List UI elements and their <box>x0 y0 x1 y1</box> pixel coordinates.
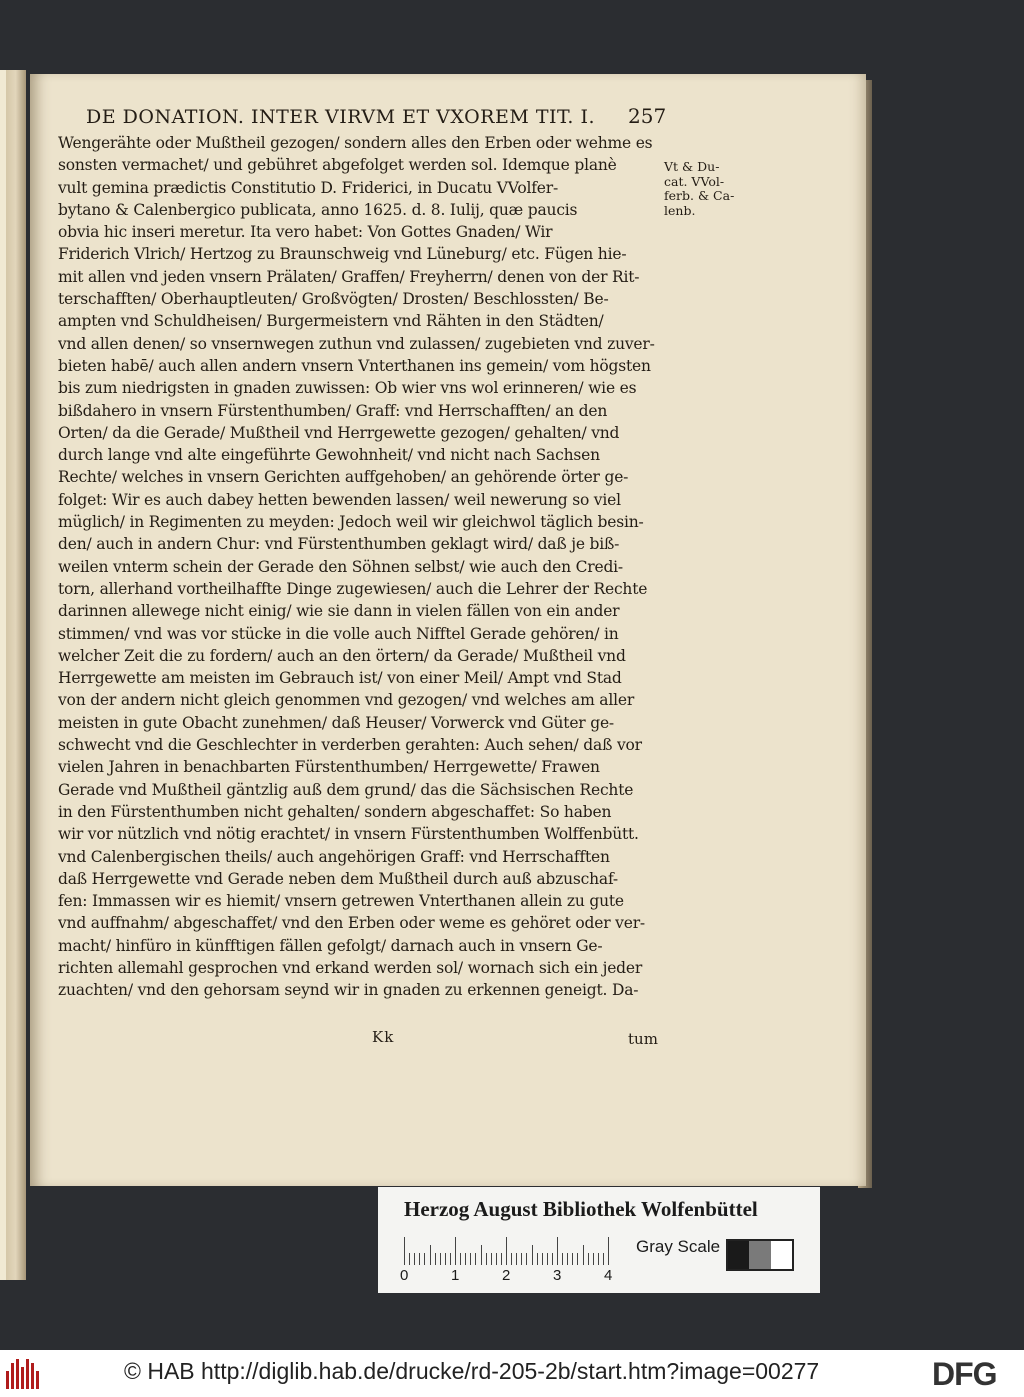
ruler-tick <box>481 1245 482 1265</box>
gray-scale-label: Gray Scale <box>636 1237 721 1256</box>
text-line: von der andern nicht gleich genommen vnd gezogen/ vnd welches am aller <box>58 691 635 710</box>
text-line: sonsten vermachet/ und gebühret abgefolget werden sol. Idemque planè <box>58 156 617 175</box>
text-line: richten allemahl gesprochen vnd erkand werden sol/ wornach sich ein jeder <box>58 958 643 977</box>
ruler-tick <box>435 1253 436 1265</box>
text-line: folget: Wir es auch dabey hetten bewenden lassen/ weil newerung so viel <box>58 490 621 509</box>
copyright-link[interactable]: © HAB http://diglib.hab.de/drucke/rd-205-2b/start.htm?image=00277 <box>124 1358 820 1384</box>
ruler-label: 1 <box>451 1267 460 1284</box>
page-number: 257 <box>628 104 667 128</box>
text-line: müglich/ in Regimenten zu meyden: Jedoch weil wir gleichwol täglich besin- <box>58 513 644 532</box>
ruler-tick <box>598 1253 599 1265</box>
ruler-tick <box>475 1253 476 1265</box>
text-line: torn, allerhand vortheilhaffte Dinge zugewiesen/ auch die Lehrer der Rechte <box>58 579 648 598</box>
ruler-tick <box>424 1253 425 1265</box>
ruler-tick <box>537 1253 538 1265</box>
ruler-tick <box>445 1253 446 1265</box>
text-line: vnd Calenbergischen theils/ auch angehörigen Graff: vnd Herrschafften <box>58 847 610 866</box>
margin-note-line: Vt & Du- <box>664 159 720 174</box>
text-line: darinnen allewege nicht einig/ wie sie dann in vielen fällen von ein ander <box>58 602 620 621</box>
margin-note-line: lenb. <box>664 202 696 218</box>
text-line: in den Fürstenthumben nicht gehalten/ sondern abgeschaffet: So haben <box>58 802 612 821</box>
dfg-logo: DFG <box>932 1356 997 1392</box>
text-line: bytano & Calenbergico publicata, anno 1625. d. 8. Iulij, quæ paucis <box>58 200 578 219</box>
gray-patch <box>728 1241 749 1269</box>
ruler-tick <box>583 1245 584 1265</box>
ruler-tick <box>430 1245 431 1265</box>
ruler-tick <box>603 1253 604 1265</box>
catchword: tum <box>628 1030 658 1048</box>
text-line: welcher Zeit die zu fordern/ auch an den örtern/ da Gerade/ Mußtheil vnd <box>58 646 626 665</box>
margin-note-line: cat. VVol- <box>664 173 725 189</box>
text-line: daß Herrgewette vnd Gerade neben dem Mußtheil durch auß abzuschaf- <box>58 869 618 888</box>
ruler-tick <box>491 1253 492 1265</box>
text-line: mit allen vnd jeden vnsern Prälaten/ Graffen/ Freyherrn/ denen von der Rit- <box>58 267 640 286</box>
ruler-tick <box>552 1253 553 1265</box>
running-head: DE DONATION. INTER VIRVM ET VXOREM TIT. I. <box>86 106 596 128</box>
ruler-tick <box>572 1253 573 1265</box>
text-line: stimmen/ vnd was vor stücke in die volle auch Nifftel Gerade gehören/ in <box>58 624 619 643</box>
body-text <box>58 132 658 1002</box>
text-line: bis zum niedrigsten in gnaden zuwissen: Ob wier vns wol erinneren/ wie es <box>58 379 637 398</box>
margin-note <box>664 160 744 218</box>
ruler-tick <box>516 1253 517 1265</box>
text-line: bißdahero in vnsern Fürstenthumben/ Graff: vnd Herrschafften/ an den <box>58 401 608 420</box>
ruler-tick <box>419 1253 420 1265</box>
text-line: vnd auffnahm/ abgeschaffet/ vnd den Erben oder weme es gehöret oder ver- <box>58 914 645 933</box>
ruler <box>404 1237 624 1265</box>
ruler-tick <box>577 1253 578 1265</box>
text-line: Herrgewette am meisten im Gebrauch ist/ von einer Meil/ Ampt vnd Stad <box>58 669 622 688</box>
text-line: wir vor nützlich vnd nötig erachtet/ in vnsern Fürstenthumben Wolffenbütt. <box>58 825 639 844</box>
color-scale-card <box>378 1187 820 1293</box>
footer-bar <box>0 1350 1024 1397</box>
ruler-label: 2 <box>502 1267 511 1284</box>
ruler-tick <box>404 1237 405 1265</box>
text-line: Orten/ da die Gerade/ Mußtheil vnd Herrgewette gezogen/ gehalten/ vnd <box>58 423 620 442</box>
hab-logo-icon <box>6 1357 44 1389</box>
ruler-tick <box>593 1253 594 1265</box>
ruler-label: 3 <box>553 1267 562 1284</box>
ruler-tick <box>486 1253 487 1265</box>
ruler-tick <box>526 1253 527 1265</box>
text-line: ampten vnd Schuldheisen/ Burgermeistern vnd Rähten in den Städten/ <box>58 312 604 331</box>
ruler-tick <box>521 1253 522 1265</box>
text-line: Friderich Vlrich/ Hertzog zu Braunschweig vnd Lüneburg/ etc. Fügen hie- <box>58 245 627 264</box>
ruler-tick <box>455 1237 456 1265</box>
ruler-tick <box>409 1253 410 1265</box>
ruler-tick <box>501 1253 502 1265</box>
text-line: durch lange vnd alte eingeführte Gewohnheit/ vnd nicht nach Sachsen <box>58 446 600 465</box>
text-line: terschafften/ Oberhauptleuten/ Großvögten/ Drosten/ Beschlossten/ Be- <box>58 290 609 309</box>
text-line: weilen vnterm schein der Gerade den Söhnen selbst/ wie auch den Credi- <box>58 557 623 576</box>
margin-note-line: ferb. & Ca- <box>664 188 735 203</box>
ruler-tick <box>440 1253 441 1265</box>
text-line: meisten in gute Obacht zunehmen/ daß Heuser/ Vorwerck vnd Güter ge- <box>58 713 614 732</box>
ruler-tick <box>532 1245 533 1265</box>
ruler-tick <box>562 1253 563 1265</box>
text-line: Gerade vnd Mußtheil gäntzlig auß dem grund/ das die Sächsischen Rechte <box>58 780 634 799</box>
ruler-tick <box>567 1253 568 1265</box>
text-line: obvia hic inseri meretur. Ita vero habet: Von Gottes Gnaden/ Wir <box>58 223 553 242</box>
ruler-tick <box>588 1253 589 1265</box>
ruler-tick <box>460 1253 461 1265</box>
text-line: bieten habē/ auch allen andern vnsern Vnterthanen ins gemein/ vom högsten <box>58 356 651 375</box>
text-line: Wengerähte oder Mußtheil gezogen/ sondern alles den Erben oder wehme es <box>58 134 653 152</box>
text-line: vult gemina prædictis Constitutio D. Friderici, in Ducatu VVolfer- <box>58 178 559 197</box>
gray-patch <box>771 1241 792 1269</box>
signature-mark: Kk <box>372 1028 395 1046</box>
text-line: schwecht vnd die Geschlechter in verderben gerahten: Auch sehen/ daß vor <box>58 736 642 755</box>
ruler-tick <box>496 1253 497 1265</box>
ruler-tick <box>542 1253 543 1265</box>
text-line: vielen Jahren in benachbarten Fürstenthumben/ Herrgewette/ Frawen <box>58 758 600 777</box>
ruler-tick <box>450 1253 451 1265</box>
text-line: vnd allen denen/ so vnsernwegen zuthun vnd zulassen/ zugebieten vnd zuver- <box>58 334 655 353</box>
gray-scale-patches <box>726 1239 794 1271</box>
text-line: Rechte/ welches in vnsern Gerichten auffgehoben/ an gehörende örter ge- <box>58 468 629 487</box>
gray-patch <box>749 1241 770 1269</box>
library-name: Herzog August Bibliothek Wolfenbüttel <box>404 1197 758 1221</box>
text-line: macht/ hinfüro in künfftigen fällen gefolgt/ darnach auch in vnsern Ge- <box>58 936 603 955</box>
facing-page-margin <box>0 70 6 1280</box>
ruler-label: 4 <box>604 1267 613 1284</box>
ruler-tick <box>511 1253 512 1265</box>
ruler-label: 0 <box>400 1267 409 1284</box>
ruler-tick <box>547 1253 548 1265</box>
text-line: zuachten/ vnd den gehorsam seynd wir in gnaden zu erkennen geneigt. Da- <box>58 981 639 1000</box>
ruler-tick <box>470 1253 471 1265</box>
ruler-tick <box>557 1237 558 1265</box>
ruler-tick <box>506 1237 507 1265</box>
text-line: den/ auch in andern Chur: vnd Fürstenthumben geklagt wird/ daß je biß- <box>58 535 620 554</box>
ruler-tick <box>414 1253 415 1265</box>
ruler-tick <box>608 1237 609 1265</box>
text-line: fen: Immassen wir es hiemit/ vnsern getrewen Vnterthanen allein zu gute <box>58 892 624 911</box>
ruler-tick <box>465 1253 466 1265</box>
